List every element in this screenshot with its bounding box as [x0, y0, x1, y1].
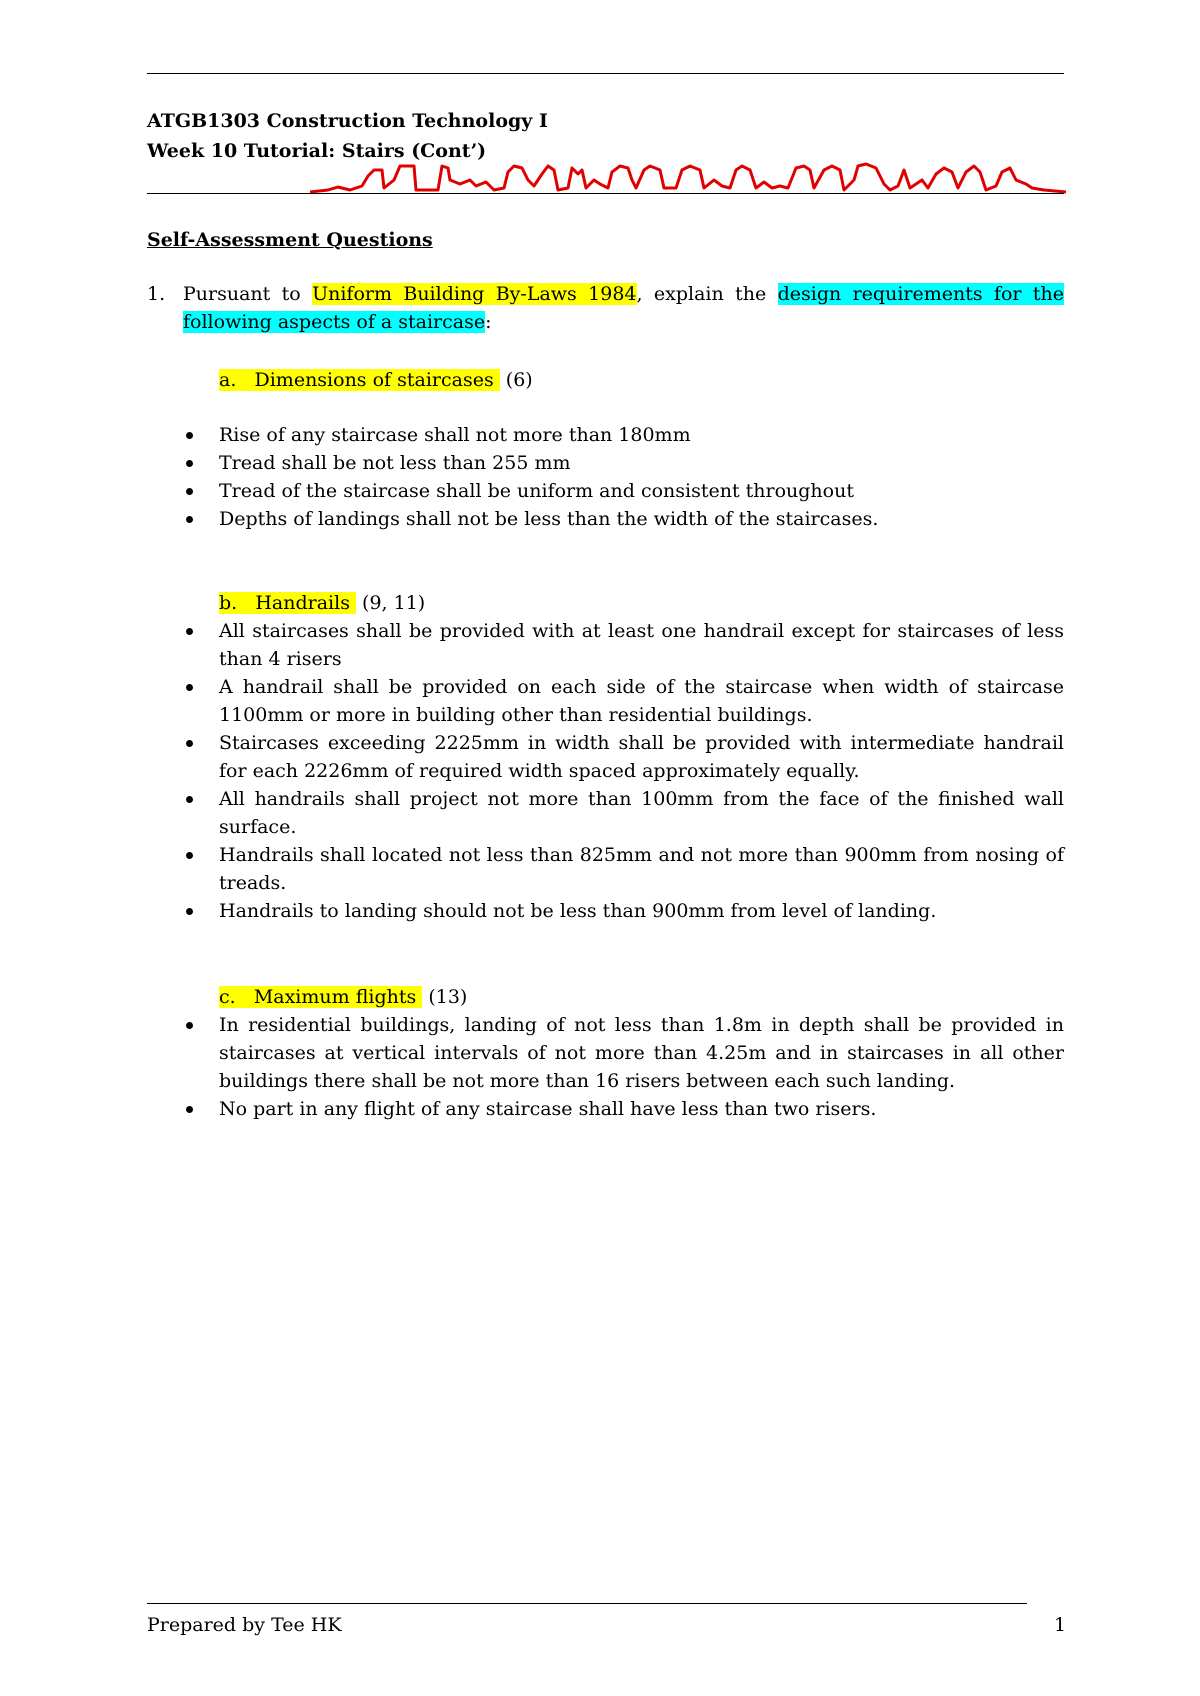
- list-item: All staircases shall be provided with at least one handrail except for staircases of less than 4 risers: [183, 617, 1064, 673]
- part-c-title: Maximum flights: [253, 986, 417, 1008]
- part-a-title: Dimensions of staircases: [254, 369, 494, 391]
- part-c-ref: (13): [422, 986, 468, 1008]
- week-title: Week 10 Tutorial: Stairs (Cont’): [147, 140, 487, 162]
- part-b-letter: b.: [219, 592, 238, 614]
- list-item: A handrail shall be provided on each side of the staircase when width of staircase 1100mm or more in building other than residential buildings.: [183, 673, 1064, 729]
- part-a-label: [219, 369, 500, 391]
- list-item: Depths of landings shall not be less than the width of the staircases.: [183, 505, 1064, 533]
- part-a-ref: (6): [499, 369, 533, 391]
- list-item: Tread of the staircase shall be uniform and consistent throughout: [183, 477, 1064, 505]
- question-post: :: [485, 311, 492, 333]
- page-number: 1: [1054, 1614, 1067, 1636]
- part-c-label: [219, 986, 422, 1008]
- question-mid: , explain the: [636, 283, 778, 305]
- part-a-heading: [219, 366, 533, 394]
- list-item: All handrails shall project not more than 100mm from the face of the finished wall surface.: [183, 785, 1064, 841]
- list-item: In residential buildings, landing of not less than 1.8m in depth shall be provided in staircases at vertical intervals of not more than 4.25m and in staircases in all other buildings there shall be not more than 16 risers between each such landing.: [183, 1011, 1064, 1095]
- top-rule: [147, 73, 1064, 74]
- part-c-letter: c.: [219, 986, 236, 1008]
- header-rule: [147, 193, 1064, 194]
- part-b-title: Handrails: [255, 592, 350, 614]
- question-text: [183, 280, 1064, 336]
- question-number: 1.: [147, 283, 166, 305]
- question-pre: Pursuant to: [183, 283, 313, 305]
- list-item: Rise of any staircase shall not more than 180mm: [183, 421, 1064, 449]
- part-a-list: [183, 421, 1064, 533]
- prepared-by: Prepared by Tee HK: [147, 1614, 342, 1636]
- document-header: [147, 106, 548, 166]
- list-item: Staircases exceeding 2225mm in width shall be provided with intermediate handrail for each 2226mm of required width spaced approximately equally.: [183, 729, 1064, 785]
- part-c-heading: [219, 983, 467, 1011]
- part-b-ref: (9, 11): [356, 592, 426, 614]
- part-b-heading: [219, 589, 425, 617]
- course-title: ATGB1303 Construction Technology I: [147, 110, 548, 132]
- part-a-letter: a.: [219, 369, 237, 391]
- part-c-list: [183, 1011, 1064, 1123]
- section-heading: Self-Assessment Questions: [147, 229, 433, 251]
- requirements-highlight: design requirements for the following aspects of a staircase: [183, 283, 1064, 333]
- bylaws-highlight: Uniform Building By-Laws 1984: [312, 283, 637, 305]
- list-item: No part in any flight of any staircase shall have less than two risers.: [183, 1095, 1064, 1123]
- list-item: Handrails to landing should not be less than 900mm from level of landing.: [183, 897, 1064, 925]
- part-b-list: [183, 617, 1064, 925]
- footer-rule: [147, 1603, 1027, 1604]
- list-item: Handrails shall located not less than 825mm and not more than 900mm from nosing of treads.: [183, 841, 1064, 897]
- part-b-label: [219, 592, 356, 614]
- question-1: [147, 280, 1064, 336]
- list-item: Tread shall be not less than 255 mm: [183, 449, 1064, 477]
